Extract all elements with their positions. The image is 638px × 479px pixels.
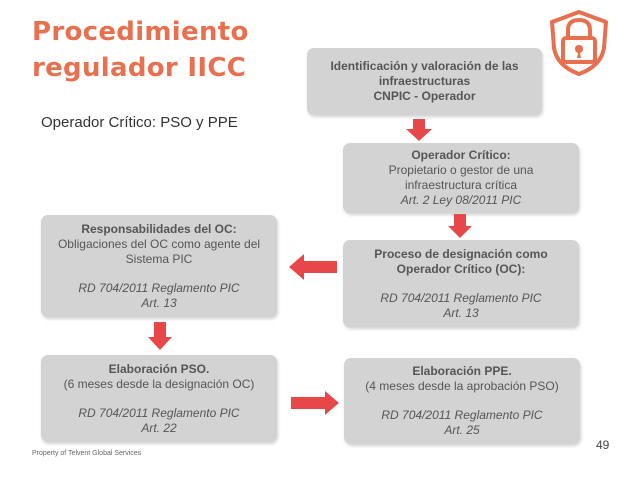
box-pso-ref2: Art. 22 xyxy=(141,420,177,435)
box-ppe-line2: (4 meses desde la aprobación PSO) xyxy=(365,379,559,393)
box-designacion-ref2: Art. 13 xyxy=(443,305,479,320)
box-responsabilidades-line2: Obligaciones del OC como agente del xyxy=(57,236,261,251)
box-operador-ref: Art. 2 Ley 08/2011 PIC xyxy=(400,193,522,207)
box-ppe-ref2: Art. 25 xyxy=(444,423,480,437)
box-designacion-line2: Operador Crítico (OC): xyxy=(396,261,526,276)
box-identificacion-line2: infraestructuras xyxy=(378,74,471,88)
box-identificacion xyxy=(307,48,542,115)
box-operador-line1: Operador Crítico: xyxy=(411,148,511,162)
footer-property: Property of Telvent Global Services xyxy=(32,450,142,457)
box-ppe-ref1: RD 704/2011 Reglamento PIC xyxy=(381,408,543,422)
box-pso-ref1: RD 704/2011 Reglamento PIC xyxy=(78,405,240,420)
page-title-line2: regulador IICC xyxy=(32,53,247,83)
arrow-down-1 xyxy=(406,119,432,141)
page-number: 49 xyxy=(596,438,610,452)
box-ppe xyxy=(344,358,580,444)
box-designacion-ref1: RD 704/2011 Reglamento PIC xyxy=(380,290,542,305)
box-identificacion-line3: CNPIC - Operador xyxy=(373,89,476,103)
arrow-left xyxy=(289,254,337,280)
box-ppe-line1: Elaboración PPE. xyxy=(412,364,512,378)
box-pso xyxy=(41,355,277,442)
box-responsabilidades-ref2: Art. 13 xyxy=(141,295,177,310)
arrow-right xyxy=(291,391,339,415)
box-designacion-line1: Proceso de designación como xyxy=(374,246,548,261)
box-responsabilidades-line1: Responsabilidades del OC: xyxy=(81,221,237,236)
box-operador-line3: infraestructura crítica xyxy=(404,178,518,192)
shield-lock-icon xyxy=(546,8,612,78)
box-pso-line1: Elaboración PSO. xyxy=(108,361,210,376)
box-identificacion-line1: Identificación y valoración de las xyxy=(330,59,519,73)
box-responsabilidades-ref1: RD 704/2011 Reglamento PIC xyxy=(78,280,240,295)
arrow-down-3 xyxy=(148,322,172,350)
box-responsabilidades xyxy=(41,215,277,317)
box-designacion xyxy=(343,240,579,327)
page-title xyxy=(32,14,302,86)
arrow-down-2 xyxy=(448,214,472,238)
box-responsabilidades-line3: Sistema PIC xyxy=(125,251,193,266)
box-operador-line2: Propietario o gestor de una xyxy=(388,163,534,177)
page-title-line1: Procedimiento xyxy=(32,17,249,47)
box-pso-line2: (6 meses desde la designación OC) xyxy=(63,376,255,391)
page-subtitle: Operador Crítico: PSO y PPE xyxy=(41,114,238,131)
box-operador-critico xyxy=(343,143,579,213)
